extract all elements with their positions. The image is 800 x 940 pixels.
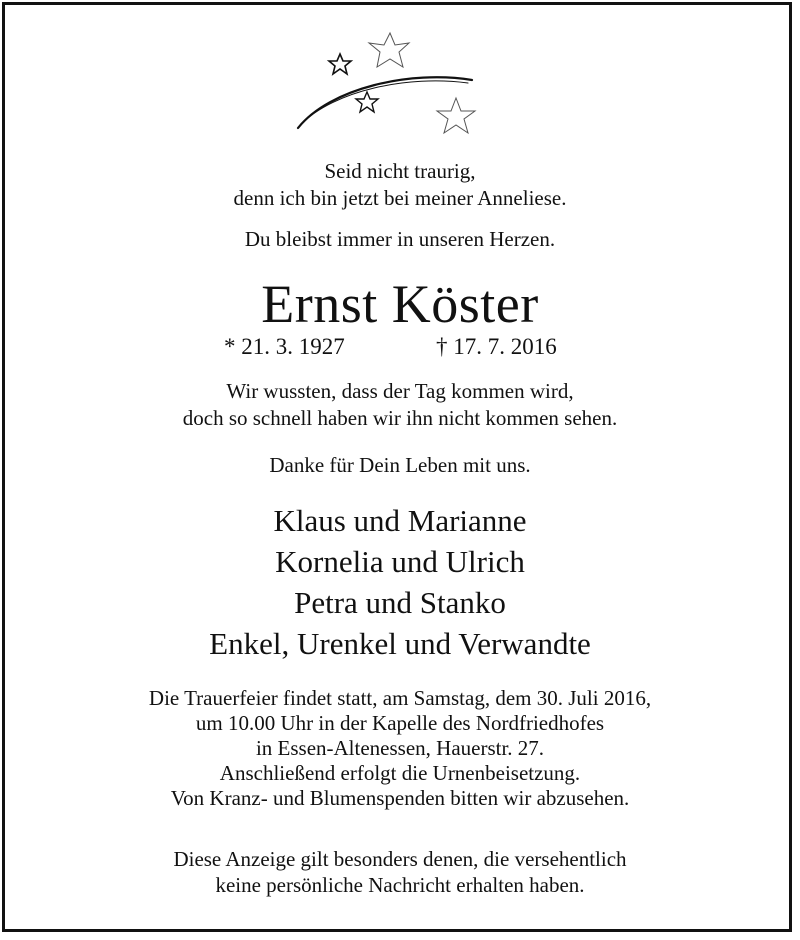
ceremony-details xyxy=(0,686,800,811)
deceased-name: Ernst Köster xyxy=(261,274,539,334)
death-date: † 17. 7. 2016 xyxy=(436,334,557,359)
mourner-entry: Enkel, Urenkel und Verwandte xyxy=(209,626,591,661)
star-icon xyxy=(329,54,351,74)
ceremony-line: Die Trauerfeier findet statt, am Samstag, dem 30. Juli 2016, xyxy=(148,686,652,710)
verse-line: Wir wussten, dass der Tag kommen wird, xyxy=(226,379,574,403)
verse-line: Seid nicht traurig, xyxy=(324,159,476,183)
ceremony-line: in Essen-Altenessen, Hauerstr. 27. xyxy=(255,736,545,760)
ceremony-line: um 10.00 Uhr in der Kapelle des Nordfriedhofes xyxy=(195,711,605,735)
motto: Du bleibst immer in unseren Herzen. xyxy=(244,227,556,251)
mourner-entry: Petra und Stanko xyxy=(294,585,506,620)
closing-note xyxy=(0,846,800,898)
mourner-entry: Klaus und Marianne xyxy=(273,503,527,538)
verse-line: denn ich bin jetzt bei meiner Anneliese. xyxy=(233,186,567,210)
ceremony-line: Von Kranz- und Blumenspenden bitten wir abzusehen. xyxy=(170,786,630,810)
ceremony-line: Anschließend erfolgt die Urnenbeisetzung. xyxy=(219,761,581,785)
note-line: Diese Anzeige gilt besonders denen, die versehentlich xyxy=(173,847,627,871)
star-icon xyxy=(369,33,409,67)
verse-line: doch so schnell haben wir ihn nicht kommen sehen. xyxy=(182,406,618,430)
shooting-stars-icon xyxy=(290,28,490,148)
opening-verse xyxy=(0,158,800,212)
mourner-entry: Kornelia und Ulrich xyxy=(275,544,525,579)
star-icon xyxy=(437,98,475,133)
note-line: keine persönliche Nachricht erhalten haben. xyxy=(215,873,585,897)
middle-verse xyxy=(0,378,800,432)
birth-date: * 21. 3. 1927 xyxy=(224,334,345,359)
star-icon xyxy=(356,92,378,112)
thanks-line: Danke für Dein Leben mit uns. xyxy=(269,453,531,477)
mourners-list xyxy=(0,500,800,664)
